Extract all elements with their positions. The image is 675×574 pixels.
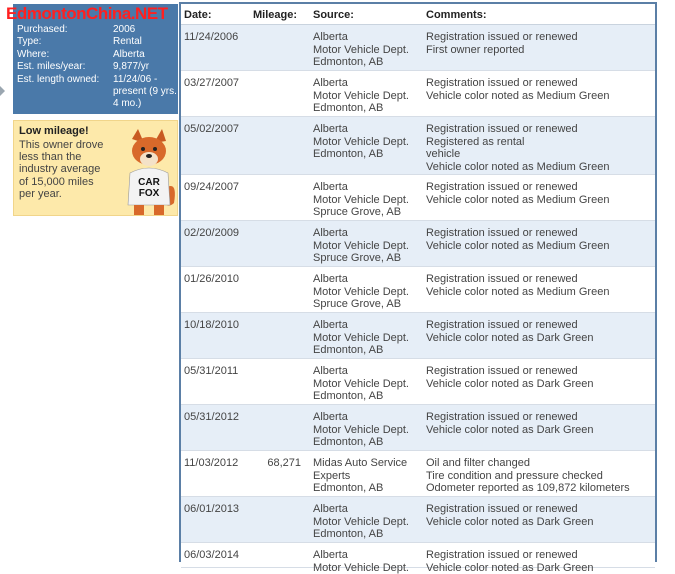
source-line: Alberta [313, 31, 348, 43]
header-comments: Comments: [426, 9, 487, 21]
table-row [181, 71, 655, 117]
row-comments [426, 503, 656, 528]
owner-row-purchased [17, 24, 179, 36]
comment-line: Registration issued or renewed [426, 227, 578, 239]
source-line: Motor Vehicle Dept. [313, 561, 409, 574]
owner-value: 2006 [113, 24, 136, 35]
owner-label: Est. length owned: [17, 73, 100, 85]
source-line: Spruce Grove, AB [313, 206, 402, 219]
comment-line: Vehicle color noted as Dark Green [426, 561, 594, 574]
source-line: Motor Vehicle Dept. [313, 515, 409, 528]
row-comments [426, 123, 656, 173]
source-line: Edmonton, AB [313, 102, 384, 115]
owner-info-rows [17, 24, 179, 111]
source-line: Motor Vehicle Dept. [313, 89, 409, 102]
row-comments [426, 319, 656, 344]
table-row [181, 25, 655, 71]
source-line: Alberta [313, 181, 348, 193]
row-source [313, 319, 423, 357]
owner-row-length [17, 74, 179, 111]
comment-line: Vehicle color noted as Medium Green [426, 285, 610, 298]
comment-line: Vehicle color noted as Medium Green [426, 193, 610, 206]
table-row [181, 267, 655, 313]
source-line: Edmonton, AB [313, 482, 384, 495]
source-line: Alberta [313, 273, 348, 285]
source-line: Midas Auto Service [313, 457, 408, 469]
row-source [313, 273, 423, 311]
left-arrow-icon [0, 86, 5, 96]
row-comments [426, 31, 656, 56]
comment-line: Tire condition and pressure checked [426, 469, 603, 482]
source-line: Edmonton, AB [313, 148, 384, 161]
row-source [313, 503, 423, 541]
carfox-shirt-text-2: FOX [138, 188, 160, 199]
row-comments [426, 411, 656, 436]
comment-line: Vehicle color noted as Dark Green [426, 423, 594, 436]
table-row [181, 405, 655, 451]
table-row [181, 117, 655, 175]
comment-line: Vehicle color noted as Dark Green [426, 377, 594, 390]
carfox-shirt-text-1: CAR [138, 177, 160, 188]
source-line: Alberta [313, 365, 348, 377]
header-date: Date: [184, 9, 212, 21]
row-date: 06/01/2013 [184, 503, 240, 515]
row-date: 06/03/2014 [184, 549, 240, 561]
row-date: 05/31/2012 [184, 411, 240, 423]
owner-row-miles [17, 61, 179, 73]
row-source [313, 31, 423, 69]
owner-value: 9,877/yr [113, 61, 150, 73]
row-date: 10/18/2010 [184, 319, 240, 331]
header-source: Source: [313, 9, 354, 21]
source-line: Edmonton, AB [313, 344, 384, 357]
comment-line: Registration issued or renewed [426, 549, 578, 561]
row-source [313, 77, 423, 115]
row-comments [426, 549, 656, 574]
row-source [313, 227, 423, 265]
source-line: Alberta [313, 77, 348, 89]
row-source [313, 365, 423, 403]
source-line: Motor Vehicle Dept. [313, 285, 409, 298]
row-date: 09/24/2007 [184, 181, 240, 193]
owner-value: 11/24/06 - present (9 yrs. 4 mo.) [113, 73, 177, 110]
source-line: Experts [313, 469, 351, 482]
low-mileage-box [13, 120, 178, 216]
comment-line: Odometer reported as 109,872 kilometers [426, 482, 630, 495]
comment-line: Registration issued or renewed [426, 411, 578, 423]
comment-line: Registered as rental [426, 135, 525, 148]
row-comments [426, 181, 656, 206]
source-line: Motor Vehicle Dept. [313, 331, 409, 344]
owner-value: Rental [113, 36, 142, 48]
source-line: Alberta [313, 123, 348, 135]
comment-line: Oil and filter changed [426, 457, 530, 469]
row-date: 01/26/2010 [184, 273, 240, 285]
comment-line: Registration issued or renewed [426, 503, 578, 515]
table-row [181, 451, 655, 497]
comment-line: Vehicle color noted as Dark Green [426, 331, 594, 344]
source-line: Motor Vehicle Dept. [313, 423, 409, 436]
row-date: 05/02/2007 [184, 123, 240, 135]
owner-label: Type: [17, 36, 42, 48]
table-row [181, 543, 655, 574]
comment-line: Registration issued or renewed [426, 365, 578, 377]
table-header [181, 4, 655, 25]
source-line: Motor Vehicle Dept. [313, 43, 409, 56]
row-source [313, 123, 423, 161]
row-mileage: 68,271 [267, 457, 301, 469]
comment-line: First owner reported [426, 43, 525, 56]
row-date: 05/31/2011 [184, 365, 239, 377]
comment-line: Vehicle color noted as Medium Green [426, 160, 610, 173]
comment-line: Registration issued or renewed [426, 319, 578, 331]
row-source [313, 411, 423, 449]
comment-line: Vehicle color noted as Medium Green [426, 239, 610, 252]
source-line: Spruce Grove, AB [313, 298, 402, 311]
owner-summary-column [0, 0, 180, 557]
owner-row-where [17, 49, 179, 61]
table-row [181, 359, 655, 405]
source-line: Edmonton, AB [313, 56, 384, 69]
comment-line: vehicle [426, 148, 461, 161]
source-line: Alberta [313, 227, 348, 239]
source-line: Edmonton, AB [313, 390, 384, 403]
row-comments [426, 273, 656, 298]
watermark-text: EdmontonChina.NET [6, 4, 168, 23]
table-body [181, 25, 655, 574]
owner-label: Est. miles/year: [17, 61, 86, 73]
source-line: Alberta [313, 549, 348, 561]
low-mileage-title: Low mileage! [19, 125, 89, 137]
row-comments [426, 457, 656, 495]
row-date: 11/03/2012 [184, 457, 239, 469]
source-line: Alberta [313, 503, 348, 515]
table-row [181, 497, 655, 543]
source-line: Edmonton, AB [313, 436, 384, 449]
comment-line: Registration issued or renewed [426, 31, 578, 43]
owner-label: Purchased: [17, 24, 68, 35]
row-source [313, 181, 423, 219]
row-comments [426, 77, 656, 102]
carfox-mascot-icon [120, 129, 178, 215]
owner-label: Where: [17, 48, 50, 60]
row-comments [426, 227, 656, 252]
header-mileage: Mileage: [253, 9, 298, 21]
source-line: Motor Vehicle Dept. [313, 193, 409, 206]
table-row [181, 313, 655, 359]
comment-line: Registration issued or renewed [426, 77, 578, 89]
owner-row-type [17, 36, 179, 48]
source-line: Edmonton, AB [313, 528, 384, 541]
owner-value: Alberta [113, 48, 145, 60]
source-line: Motor Vehicle Dept. [313, 239, 409, 252]
low-mileage-text: This owner drove less than the industry average of 15,000 miles per year. [19, 139, 104, 200]
comment-line: Registration issued or renewed [426, 273, 578, 285]
comment-line: Registration issued or renewed [426, 123, 578, 135]
comment-line: Vehicle color noted as Dark Green [426, 515, 594, 528]
source-line: Spruce Grove, AB [313, 252, 402, 265]
row-source [313, 457, 423, 495]
comment-line: Vehicle color noted as Medium Green [426, 89, 610, 102]
row-comments [426, 365, 656, 390]
comment-line: Registration issued or renewed [426, 181, 578, 193]
row-date: 03/27/2007 [184, 77, 240, 89]
source-line: Motor Vehicle Dept. [313, 377, 409, 390]
table-row [181, 175, 655, 221]
source-line: Alberta [313, 411, 348, 423]
row-date: 11/24/2006 [184, 31, 239, 43]
vehicle-history-table [179, 2, 657, 574]
row-date: 02/20/2009 [184, 227, 240, 239]
table-row [181, 221, 655, 267]
row-source [313, 549, 423, 574]
source-line: Motor Vehicle Dept. [313, 135, 409, 148]
source-line: Alberta [313, 319, 348, 331]
